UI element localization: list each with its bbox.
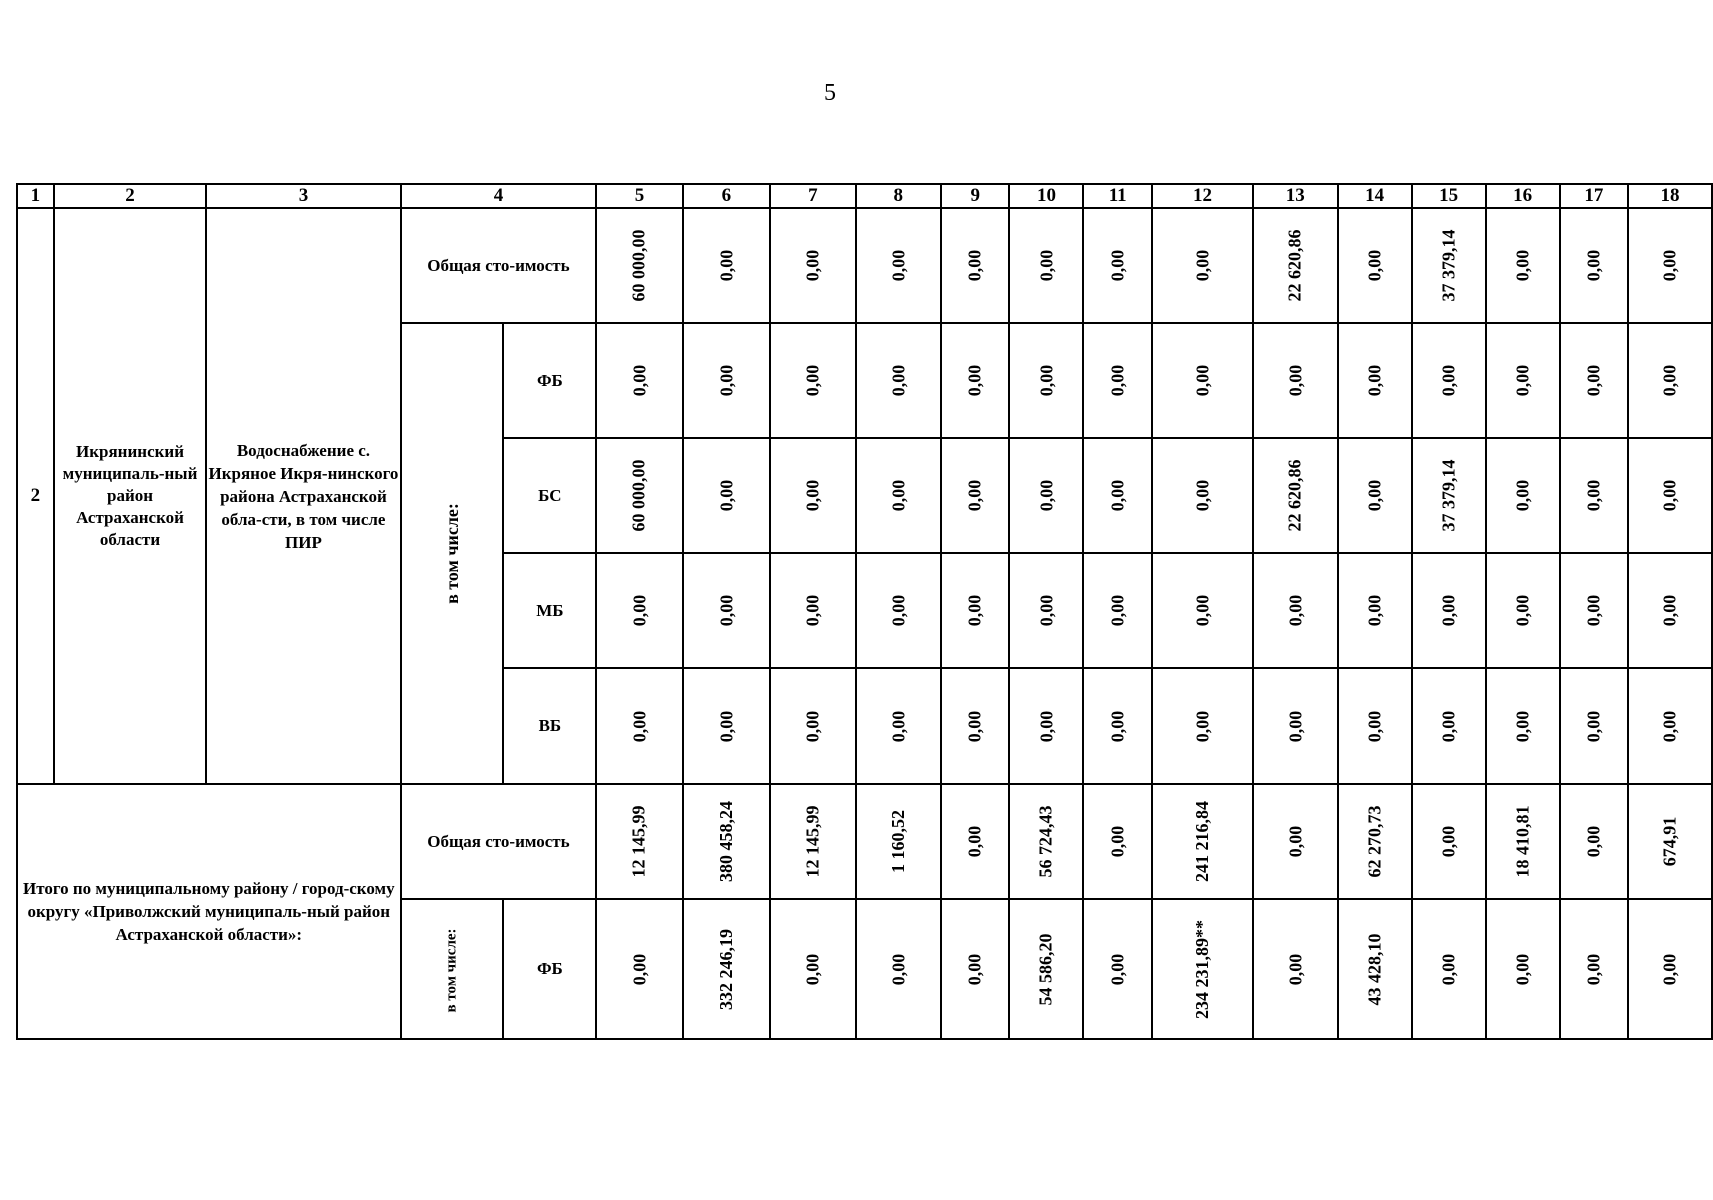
value-cell bbox=[596, 323, 682, 438]
value-cell bbox=[1253, 899, 1338, 1039]
value-text: 0,00 bbox=[964, 710, 985, 742]
column-number-cell: 9 bbox=[941, 184, 1009, 208]
value-cell bbox=[1083, 208, 1151, 323]
column-number-cell: 3 bbox=[206, 184, 400, 208]
value-cell bbox=[1338, 208, 1412, 323]
value-cell bbox=[683, 784, 770, 899]
value-text: 380 458,24 bbox=[715, 801, 736, 882]
value-text: 241 216,84 bbox=[1191, 801, 1212, 882]
value-cell bbox=[770, 784, 856, 899]
value-text: 0,00 bbox=[715, 479, 736, 512]
value-cell bbox=[1486, 323, 1560, 438]
value-text: 54 586,20 bbox=[1035, 933, 1056, 1005]
value-text: 0,00 bbox=[1364, 249, 1385, 282]
value-text: 0,00 bbox=[715, 594, 736, 627]
value-text: 0,00 bbox=[1583, 710, 1604, 742]
row-number: 2 bbox=[30, 485, 41, 506]
value-text: 0,00 bbox=[1583, 479, 1604, 512]
object-name-text: Водоснабжение с. Икряное Икря-нинского района Астраханской обла-сти, в том числе ПИР bbox=[208, 440, 399, 552]
value-text: 37 379,14 bbox=[1438, 229, 1459, 302]
value-text: 674,91 bbox=[1659, 816, 1680, 867]
value-text: 0,00 bbox=[1191, 594, 1212, 627]
value-cell bbox=[770, 208, 856, 323]
value-text: 0,00 bbox=[1035, 249, 1056, 282]
value-cell bbox=[1009, 899, 1083, 1039]
value-cell bbox=[596, 784, 682, 899]
value-text: 0,00 bbox=[887, 594, 908, 627]
value-cell bbox=[1486, 899, 1560, 1039]
value-text: 0,00 bbox=[715, 710, 736, 742]
value-cell bbox=[770, 668, 856, 784]
value-text: 0,00 bbox=[1438, 364, 1459, 397]
value-cell bbox=[1560, 784, 1628, 899]
column-number-cell: 2 bbox=[54, 184, 207, 208]
column-number-cell: 12 bbox=[1152, 184, 1253, 208]
value-cell bbox=[1628, 668, 1712, 784]
value-cell bbox=[770, 438, 856, 553]
value-text: 0,00 bbox=[1583, 249, 1604, 282]
column-number-cell: 14 bbox=[1338, 184, 1412, 208]
value-cell bbox=[1560, 668, 1628, 784]
value-cell bbox=[1412, 553, 1486, 668]
value-cell bbox=[1486, 668, 1560, 784]
municipality-cell bbox=[54, 208, 207, 784]
value-cell bbox=[856, 438, 941, 553]
value-cell bbox=[1338, 553, 1412, 668]
value-cell bbox=[1338, 438, 1412, 553]
budget-label: БС bbox=[538, 485, 562, 505]
budget-label: ФБ bbox=[536, 370, 563, 390]
value-cell bbox=[856, 784, 941, 899]
value-cell bbox=[1083, 899, 1151, 1039]
grand-total-label-cell bbox=[17, 784, 401, 1039]
value-text: 0,00 bbox=[628, 953, 649, 985]
value-text: 22 620,86 bbox=[1284, 459, 1305, 532]
total-cost-label-cell bbox=[401, 208, 597, 323]
value-text: 0,00 bbox=[964, 364, 985, 397]
value-text: 0,00 bbox=[802, 479, 823, 512]
value-text: 0,00 bbox=[1035, 594, 1056, 627]
total-cost-label-cell bbox=[401, 784, 597, 899]
value-cell bbox=[1412, 208, 1486, 323]
value-cell bbox=[596, 438, 682, 553]
value-cell bbox=[941, 668, 1009, 784]
value-cell bbox=[1486, 784, 1560, 899]
value-text: 0,00 bbox=[802, 364, 823, 397]
column-number-cell: 8 bbox=[856, 184, 941, 208]
value-cell bbox=[941, 784, 1009, 899]
value-cell bbox=[1486, 438, 1560, 553]
value-text: 0,00 bbox=[1035, 479, 1056, 512]
value-cell bbox=[770, 553, 856, 668]
value-text: 0,00 bbox=[1107, 710, 1128, 742]
value-text: 0,00 bbox=[1512, 249, 1533, 282]
value-cell bbox=[1152, 668, 1253, 784]
budget-label: МБ bbox=[536, 600, 564, 620]
value-cell bbox=[941, 553, 1009, 668]
value-cell bbox=[1083, 553, 1151, 668]
value-text: 37 379,14 bbox=[1438, 459, 1459, 532]
value-text: 0,00 bbox=[1659, 364, 1680, 397]
value-cell bbox=[1560, 553, 1628, 668]
budget-label-cell bbox=[503, 323, 596, 438]
value-text: 0,00 bbox=[887, 364, 908, 397]
value-text: 0,00 bbox=[1512, 594, 1533, 627]
value-text: 0,00 bbox=[964, 249, 985, 282]
value-cell bbox=[1152, 784, 1253, 899]
value-text: 0,00 bbox=[1659, 953, 1680, 985]
value-text: 0,00 bbox=[1107, 953, 1128, 985]
value-text: 234 231,89** bbox=[1191, 919, 1212, 1019]
value-cell bbox=[683, 438, 770, 553]
page-number: 5 bbox=[824, 80, 836, 106]
value-cell bbox=[1083, 784, 1151, 899]
value-cell bbox=[683, 208, 770, 323]
value-text: 56 724,43 bbox=[1035, 805, 1056, 878]
column-number-cell: 1 bbox=[17, 184, 54, 208]
object-name-cell bbox=[206, 208, 400, 784]
value-text: 18 410,81 bbox=[1512, 805, 1533, 878]
value-cell bbox=[856, 668, 941, 784]
value-text: 43 428,10 bbox=[1364, 933, 1385, 1005]
value-text: 0,00 bbox=[715, 364, 736, 397]
grand-total-label: Итого по муниципальному району / город-скому округу «Приволжский муниципаль-ный район Астраханской области»: bbox=[22, 879, 395, 944]
value-cell bbox=[1628, 323, 1712, 438]
value-text: 0,00 bbox=[1583, 594, 1604, 627]
value-text: 0,00 bbox=[964, 953, 985, 985]
value-cell bbox=[1338, 899, 1412, 1039]
value-cell bbox=[941, 208, 1009, 323]
column-number-cell: 15 bbox=[1412, 184, 1486, 208]
value-cell bbox=[1253, 438, 1338, 553]
value-text: 0,00 bbox=[1107, 594, 1128, 627]
value-text: 0,00 bbox=[1659, 249, 1680, 282]
value-text: 0,00 bbox=[1659, 594, 1680, 627]
column-number-cell: 4 bbox=[401, 184, 597, 208]
column-number-row bbox=[17, 184, 1712, 208]
budget-label-cell bbox=[503, 899, 596, 1039]
value-cell bbox=[1253, 784, 1338, 899]
value-cell bbox=[1083, 438, 1151, 553]
value-text: 332 246,19 bbox=[715, 928, 736, 1010]
value-cell bbox=[1412, 784, 1486, 899]
value-text: 0,00 bbox=[1284, 825, 1305, 858]
in-total-label: в том числе: bbox=[443, 928, 460, 1013]
budget-label: ФБ bbox=[536, 959, 563, 978]
value-text: 0,00 bbox=[1191, 479, 1212, 512]
object-total-row bbox=[17, 208, 1712, 323]
value-text: 0,00 bbox=[1583, 825, 1604, 858]
value-cell bbox=[856, 208, 941, 323]
value-cell bbox=[856, 899, 941, 1039]
value-text: 0,00 bbox=[802, 710, 823, 742]
value-cell bbox=[1412, 899, 1486, 1039]
value-text: 0,00 bbox=[887, 249, 908, 282]
budget-label-cell bbox=[503, 438, 596, 553]
value-text: 0,00 bbox=[1364, 364, 1385, 397]
value-text: 0,00 bbox=[1191, 710, 1212, 742]
value-cell bbox=[1412, 668, 1486, 784]
value-text: 0,00 bbox=[628, 710, 649, 742]
value-cell bbox=[1560, 438, 1628, 553]
value-text: 0,00 bbox=[1035, 364, 1056, 397]
value-cell bbox=[1152, 323, 1253, 438]
value-cell bbox=[596, 208, 682, 323]
value-text: 0,00 bbox=[887, 710, 908, 742]
value-cell bbox=[683, 323, 770, 438]
budget-label: ВБ bbox=[538, 716, 562, 735]
value-text: 0,00 bbox=[1583, 364, 1604, 397]
total-cost-label: Общая сто-имость bbox=[427, 255, 570, 275]
value-text: 0,00 bbox=[1191, 364, 1212, 397]
column-number-cell: 7 bbox=[770, 184, 856, 208]
value-cell bbox=[596, 668, 682, 784]
column-number-cell: 6 bbox=[683, 184, 770, 208]
value-cell bbox=[1560, 323, 1628, 438]
value-cell bbox=[1009, 553, 1083, 668]
in-total-label: в том числе: bbox=[441, 503, 462, 604]
value-text: 0,00 bbox=[1284, 953, 1305, 985]
column-number-cell: 5 bbox=[596, 184, 682, 208]
value-cell bbox=[1152, 208, 1253, 323]
value-text: 60 000,00 bbox=[628, 229, 649, 302]
value-text: 0,00 bbox=[1512, 710, 1533, 742]
value-text: 0,00 bbox=[802, 594, 823, 627]
value-text: 0,00 bbox=[964, 594, 985, 627]
value-text: 12 145,99 bbox=[802, 805, 823, 878]
value-cell bbox=[1628, 208, 1712, 323]
value-text: 0,00 bbox=[802, 249, 823, 282]
value-text: 0,00 bbox=[1659, 479, 1680, 512]
value-cell bbox=[1152, 899, 1253, 1039]
value-text: 0,00 bbox=[1512, 364, 1533, 397]
value-text: 0,00 bbox=[1107, 249, 1128, 282]
grand-total-row bbox=[17, 784, 1712, 899]
budget-label-cell bbox=[503, 668, 596, 784]
value-cell bbox=[1560, 208, 1628, 323]
value-text: 0,00 bbox=[1364, 479, 1385, 512]
value-cell bbox=[1253, 208, 1338, 323]
value-cell bbox=[596, 553, 682, 668]
value-cell bbox=[1628, 899, 1712, 1039]
column-number-cell: 11 bbox=[1083, 184, 1151, 208]
value-cell bbox=[1338, 784, 1412, 899]
value-text: 1 160,52 bbox=[887, 810, 908, 873]
value-cell bbox=[683, 668, 770, 784]
column-number-cell: 13 bbox=[1253, 184, 1338, 208]
value-text: 0,00 bbox=[1284, 710, 1305, 742]
value-cell bbox=[1009, 784, 1083, 899]
value-cell bbox=[941, 438, 1009, 553]
municipality-text: Икрянинский муниципаль-ный район Астраханской области bbox=[62, 442, 198, 549]
value-cell bbox=[683, 553, 770, 668]
value-text: 0,00 bbox=[1107, 825, 1128, 858]
value-cell bbox=[1083, 668, 1151, 784]
value-text: 0,00 bbox=[628, 594, 649, 627]
value-cell bbox=[1253, 668, 1338, 784]
column-number-cell: 17 bbox=[1560, 184, 1628, 208]
value-text: 0,00 bbox=[1191, 249, 1212, 282]
value-cell bbox=[856, 553, 941, 668]
value-cell bbox=[1338, 668, 1412, 784]
value-cell bbox=[770, 323, 856, 438]
value-cell bbox=[941, 323, 1009, 438]
value-cell bbox=[1152, 438, 1253, 553]
budget-label-cell bbox=[503, 553, 596, 668]
total-cost-label: Общая сто-имость bbox=[427, 831, 570, 851]
value-text: 0,00 bbox=[1512, 479, 1533, 512]
value-text: 0,00 bbox=[1284, 594, 1305, 627]
value-text: 0,00 bbox=[1659, 710, 1680, 742]
value-cell bbox=[856, 323, 941, 438]
value-text: 0,00 bbox=[1364, 594, 1385, 627]
value-text: 60 000,00 bbox=[628, 459, 649, 532]
row-number-cell bbox=[17, 208, 54, 784]
value-text: 0,00 bbox=[1107, 364, 1128, 397]
value-text: 0,00 bbox=[1438, 825, 1459, 858]
value-cell bbox=[1253, 553, 1338, 668]
value-cell bbox=[1083, 323, 1151, 438]
value-text: 0,00 bbox=[1035, 710, 1056, 742]
column-number-cell: 10 bbox=[1009, 184, 1083, 208]
value-text: 0,00 bbox=[887, 479, 908, 512]
value-cell bbox=[1628, 553, 1712, 668]
value-text: 0,00 bbox=[1438, 953, 1459, 985]
value-text: 12 145,99 bbox=[628, 805, 649, 878]
value-text: 0,00 bbox=[887, 953, 908, 985]
value-text: 0,00 bbox=[1583, 953, 1604, 985]
in-total-cell bbox=[401, 899, 504, 1039]
value-text: 62 270,73 bbox=[1364, 805, 1385, 878]
value-cell bbox=[1486, 208, 1560, 323]
value-cell bbox=[1152, 553, 1253, 668]
value-cell bbox=[770, 899, 856, 1039]
value-cell bbox=[1253, 323, 1338, 438]
value-cell bbox=[683, 899, 770, 1039]
value-cell bbox=[1338, 323, 1412, 438]
value-cell bbox=[596, 899, 682, 1039]
value-text: 0,00 bbox=[802, 953, 823, 985]
value-text: 0,00 bbox=[964, 479, 985, 512]
value-cell bbox=[941, 899, 1009, 1039]
value-text: 0,00 bbox=[1107, 479, 1128, 512]
column-number-cell: 18 bbox=[1628, 184, 1712, 208]
value-cell bbox=[1009, 208, 1083, 323]
value-cell bbox=[1009, 668, 1083, 784]
in-total-cell bbox=[401, 323, 504, 784]
value-text: 0,00 bbox=[1364, 710, 1385, 742]
value-text: 22 620,86 bbox=[1284, 229, 1305, 302]
value-cell bbox=[1009, 323, 1083, 438]
value-cell bbox=[1486, 553, 1560, 668]
value-text: 0,00 bbox=[1438, 710, 1459, 742]
value-text: 0,00 bbox=[1512, 953, 1533, 985]
data-table bbox=[16, 183, 1713, 1040]
value-text: 0,00 bbox=[715, 249, 736, 282]
value-cell bbox=[1628, 784, 1712, 899]
value-cell bbox=[1412, 323, 1486, 438]
value-cell bbox=[1412, 438, 1486, 553]
value-text: 0,00 bbox=[1284, 364, 1305, 397]
value-cell bbox=[1560, 899, 1628, 1039]
value-cell bbox=[1628, 438, 1712, 553]
column-number-cell: 16 bbox=[1486, 184, 1560, 208]
value-cell bbox=[1009, 438, 1083, 553]
value-text: 0,00 bbox=[1438, 594, 1459, 627]
value-text: 0,00 bbox=[628, 364, 649, 397]
value-text: 0,00 bbox=[964, 825, 985, 858]
